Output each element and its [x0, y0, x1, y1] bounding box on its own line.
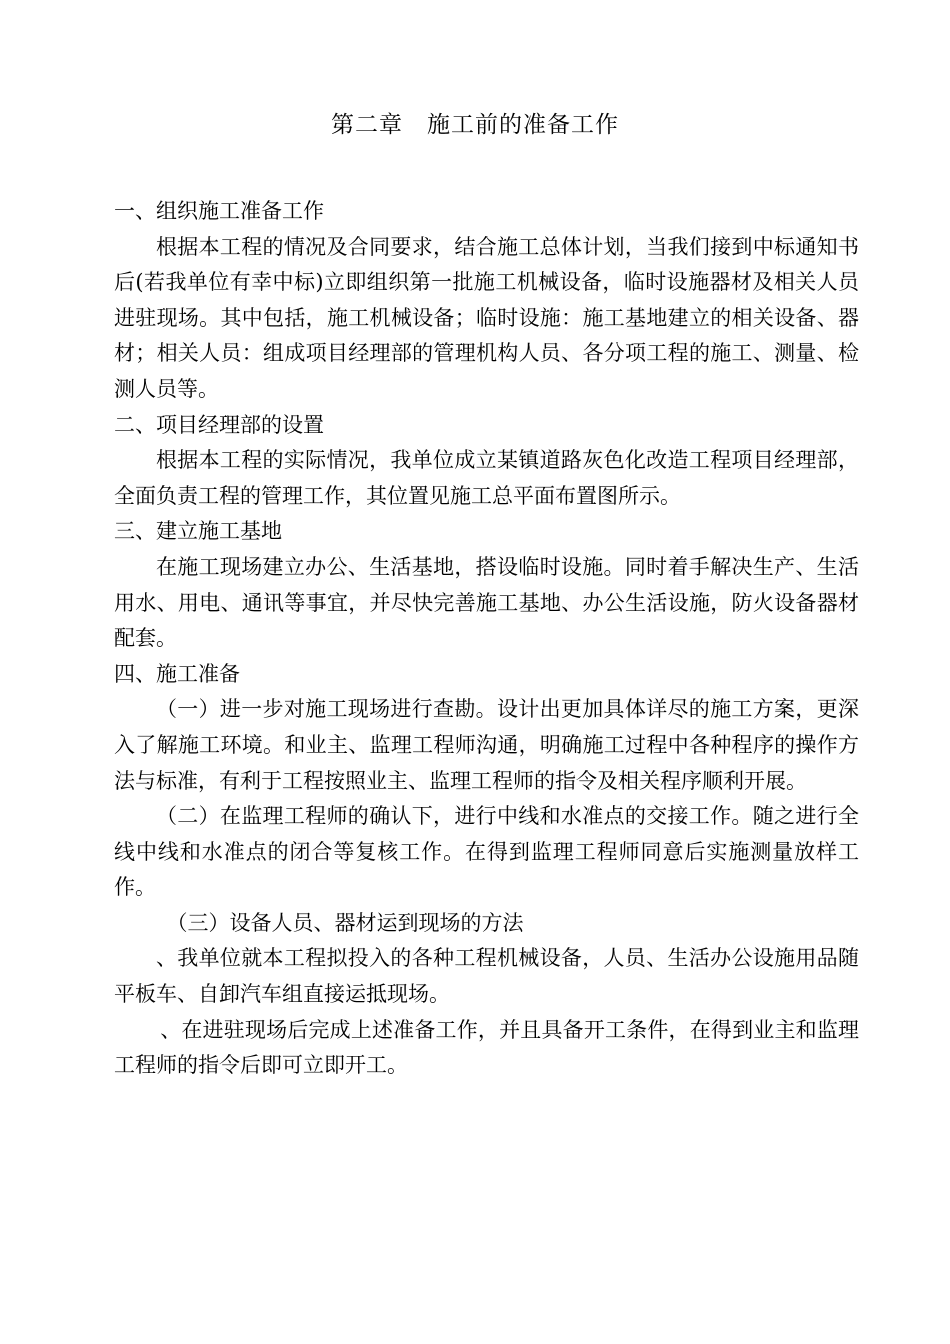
section-4-item-3: （三）设备人员、器材运到现场的方法 — [166, 910, 524, 935]
section-4-item-1: （一）进一步对施工现场进行查勘。设计出更加具体详尽的施工方案，更深入了解施工环境。和业主、监理工程师沟通，明确施工过程中各种程序的操作方法与标准，有利于工程按照业主、监理工程师的指令及相关程序顺利开展。 — [114, 697, 859, 793]
page-title: 第二章 施工前的准备工作 — [331, 112, 619, 138]
section-2-paragraph: 根据本工程的实际情况，我单位成立某镇道路灰色化改造工程项目经理部，全面负责工程的管理工作，其位置见施工总平面布置图所示。 — [114, 448, 859, 508]
section-heading-2: 二、项目经理部的设置 — [114, 412, 324, 437]
document-body — [114, 194, 859, 1084]
section-3-paragraph: 在施工现场建立办公、生活基地，搭设临时设施。同时着手解决生产、生活用水、用电、通讯等事宜，并尽快完善施工基地、办公生活设施，防火设备器材配套。 — [114, 554, 859, 651]
section-heading-3: 三、建立施工基地 — [114, 519, 282, 544]
section-heading-1: 一、组织施工准备工作 — [114, 199, 324, 223]
section-4-item-2: （二）在监理工程师的确认下，进行中线和水准点的交接工作。随之进行全线中线和水准点的闭合等复核工作。在得到监理工程师同意后实施测量放样工作。 — [114, 804, 859, 900]
section-heading-4: 四、施工准备 — [114, 661, 240, 686]
section-4-subitem-1: 、我单位就本工程拟投入的各种工程机械设备，人员、生活办公设施用品随平板车、自卸汽车组直接运抵现场。 — [114, 946, 859, 1007]
section-1-paragraph: 根据本工程的情况及合同要求，结合施工总体计划，当我们接到中标通知书后(若我单位有幸中标)立即组织第一批施工机械设备，临时设施器材及相关人员进驻现场。其中包括，施工机械设备；临时设施：施工基地建立的相关设备、器材；相关人员：组成项目经理部的管理机构人员、各分项工程的施工、测量、检测人员等。 — [114, 234, 859, 401]
section-4-subitem-2: 、在进驻现场后完成上述准备工作，并且具备开工条件，在得到业主和监理工程师的指令后即可立即开工。 — [114, 1017, 859, 1078]
